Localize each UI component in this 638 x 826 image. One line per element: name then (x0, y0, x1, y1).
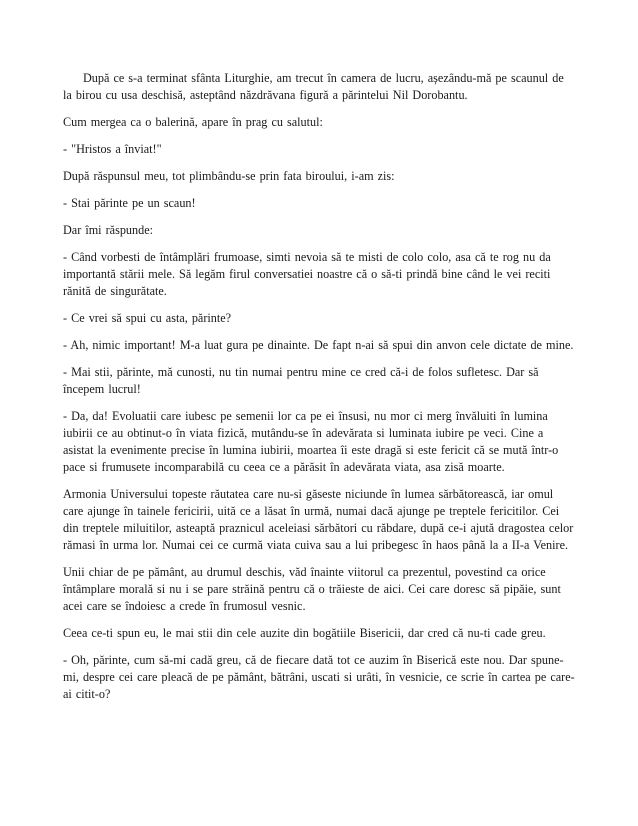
paragraph-universe-harmony: Armonia Universului topeste răutatea care nu-si găseste niciunde în lumea sărbătorească, iar omul care ajunge în tainele fericirii, uită ce a lăsat în urmă, numai dacă ajunge pe treptele fericitilor. Cei din treptele miluitilor, asteaptă praznicul aceleiasi sărbători cu răbdare, după ce-i ajută dragostea celor rămasi în urma lor. Numai cei ce curmă viata cuiva sau a lui pribegesc în haos până la a II-a Venire. (63, 487, 574, 552)
paragraph-arrival: Cum mergea ca o balerină, apare în prag cu salutul: (63, 115, 323, 129)
dialogue-sit-down: - Stai părinte pe un scaun! (63, 196, 196, 210)
dialogue-evolved-love: - Da, da! Evoluatii care iubesc pe semenii lor ca pe ei însusi, nu mor ci merg învăluiti în lumina iubirii ce au obtinut-o în viata fizică, mutându-se în adevărata si luminata iubire pe veci. Cine a asistat la evenimente precise în lumina iubirii, moartea îi este dragă si este fericit că se mută într-o pace si frumusete incomparabilă cu ceea ce a părăsit în adevărata viata, asa zisă moarte. (63, 409, 559, 474)
dialogue-greeting: - "Hristos a înviat!" (63, 142, 162, 156)
dialogue-start-work: - Mai stii, părinte, mă cunosti, nu tin numai pentru mine ce cred că-i de folos sufletesc. Dar să începem lucrul! (63, 365, 539, 396)
paragraph-intro: După ce s-a terminat sfânta Liturghie, am trecut în camera de lucru, așezându-mă pe scaunul de la birou cu usa deschisă, asteptând năzdrăvana figură a părintelui Nil Dorobantu. (63, 71, 564, 102)
paragraph-church-riches: Ceea ce-ti spun eu, le mai stii din cele auzite din bogătiile Bisericii, dar cred că nu-ti cade greu. (63, 626, 546, 640)
dialogue-nothing-important: - Ah, nimic important! M-a luat gura pe dinainte. De fapt n-ai să spui din anvon cele dictate de mine. (63, 338, 574, 352)
dialogue-question: - Ce vrei să spui cu asta, părinte? (63, 311, 232, 325)
document-page (63, 70, 575, 713)
dialogue-wonderful-events: - Când vorbesti de întâmplări frumoase, simti nevoia să te misti de colo colo, asa că te rog nu da importantă stării mele. Să legăm firul conversatiei noastre că o să-ti prindă bine când le vei reciti rănită de singurătate. (63, 250, 551, 298)
dialogue-final-question: - Oh, părinte, cum să-mi cadă greu, că de fiecare dată tot ce auzim în Biserică este nou. Dar spune-mi, despre cei care pleacă de pe pământ, bătrâni, uscati si urâti, în vesnicie, ce scrie în cartea pe care-ai citit-o? (63, 653, 575, 701)
paragraph-answer: Dar îmi răspunde: (63, 223, 153, 237)
paragraph-open-road: Unii chiar de pe pământ, au drumul deschis, văd înainte viitorul ca prezentul, povestind ca orice întâmplare morală si nu i se pare străină pentru că o trăieste de aici. Cei care doresc să pipăie, sunt acei care se îndoiesc a crede în frumosul vesnic. (63, 565, 561, 613)
paragraph-reply: După răspunsul meu, tot plimbându-se prin fata biroului, i-am zis: (63, 169, 395, 183)
